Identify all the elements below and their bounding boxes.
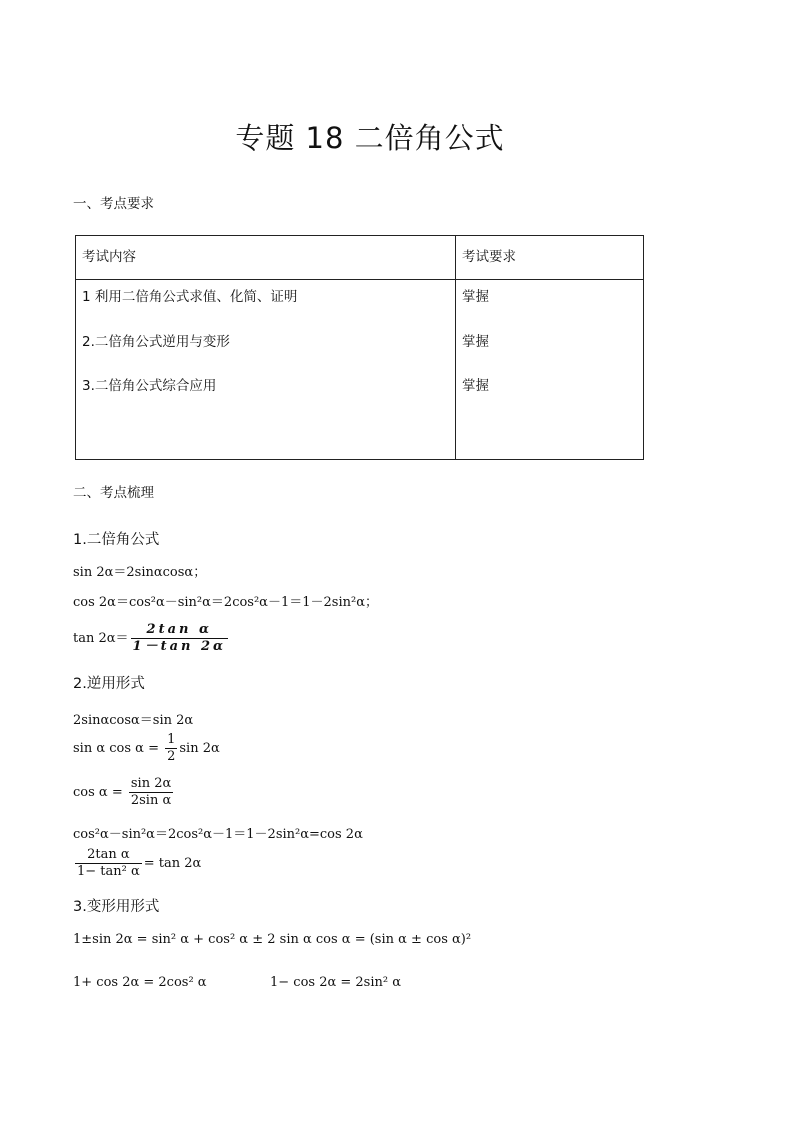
content-item: 1 利用二倍角公式求值、化简、证明 xyxy=(82,289,298,305)
subheading-inverse: 2.逆用形式 xyxy=(73,676,145,692)
requirement-cell xyxy=(456,280,644,460)
section-heading-review: 二、考点梳理 xyxy=(73,485,154,501)
cos-fraction xyxy=(129,776,173,809)
tan2a-denominator: 1－tan 2α xyxy=(132,639,227,654)
requirement-item: 掌握 xyxy=(462,378,489,394)
tan-fraction-denominator: 1− tan² α xyxy=(77,864,140,879)
header-requirement: 考试要求 xyxy=(456,236,644,280)
content-item: 3.二倍角公式综合应用 xyxy=(82,378,217,394)
inverse-2-lhs: sin α cos α = xyxy=(73,741,159,756)
subheading-double-angle: 1.二倍角公式 xyxy=(73,532,160,548)
requirement-item: 掌握 xyxy=(462,333,489,350)
formula-inverse-2 xyxy=(73,732,220,765)
requirement-item: 掌握 xyxy=(462,289,489,305)
half-denominator: 2 xyxy=(167,749,176,764)
header-content: 考试内容 xyxy=(76,236,456,280)
cos-fraction-numerator: sin 2α xyxy=(130,776,172,791)
section-heading-requirements: 一、考点要求 xyxy=(73,196,154,212)
formula-tan2a xyxy=(73,622,230,655)
subheading-transform: 3.变形用形式 xyxy=(73,899,160,915)
formula-transform-1: 1±sin 2α = sin² α + cos² α ± 2 sin α cos α = (sin α ± cos α)² xyxy=(73,932,472,947)
tan-fraction-numerator: 2tan α xyxy=(75,847,142,864)
tan2a-numerator: 2tan α xyxy=(131,622,229,639)
formula-sin2a: sin 2α＝2sinαcosα； xyxy=(73,565,207,580)
table-header-row xyxy=(76,236,644,280)
content-cell xyxy=(76,280,456,460)
requirements-table xyxy=(75,235,644,460)
formula-inverse-3 xyxy=(73,776,175,809)
formula-cos2a: cos 2α＝cos²α－sin²α＝2cos²α－1＝1－2sin²α； xyxy=(73,595,378,610)
half-numerator: 1 xyxy=(167,732,176,747)
formula-transform-2a: 1+ cos 2α = 2cos² α xyxy=(73,975,207,990)
formula-transform-2b: 1− cos 2α = 2sin² α xyxy=(270,975,402,990)
cos-fraction-denominator: 2sin α xyxy=(130,793,172,808)
inverse-3-lhs: cos α = xyxy=(73,785,123,800)
tan2a-lhs: tan 2α＝ xyxy=(73,631,129,646)
formula-inverse-1: 2sinαcosα＝sin 2α xyxy=(73,713,194,728)
page-title: 专题 18 二倍角公式 xyxy=(235,121,505,155)
inverse-5-rhs: = tan 2α xyxy=(143,856,202,871)
tan-fraction xyxy=(75,847,142,880)
formula-inverse-4: cos²α－sin²α＝2cos²α－1＝1－2sin²α=cos 2α xyxy=(73,827,363,842)
formula-inverse-5 xyxy=(73,847,201,880)
inverse-2-rhs: sin 2α xyxy=(179,741,220,756)
content-item: 2.二倍角公式逆用与变形 xyxy=(82,333,230,350)
table-body-row xyxy=(76,280,644,460)
tan2a-fraction xyxy=(131,622,229,655)
half-fraction xyxy=(165,732,177,765)
